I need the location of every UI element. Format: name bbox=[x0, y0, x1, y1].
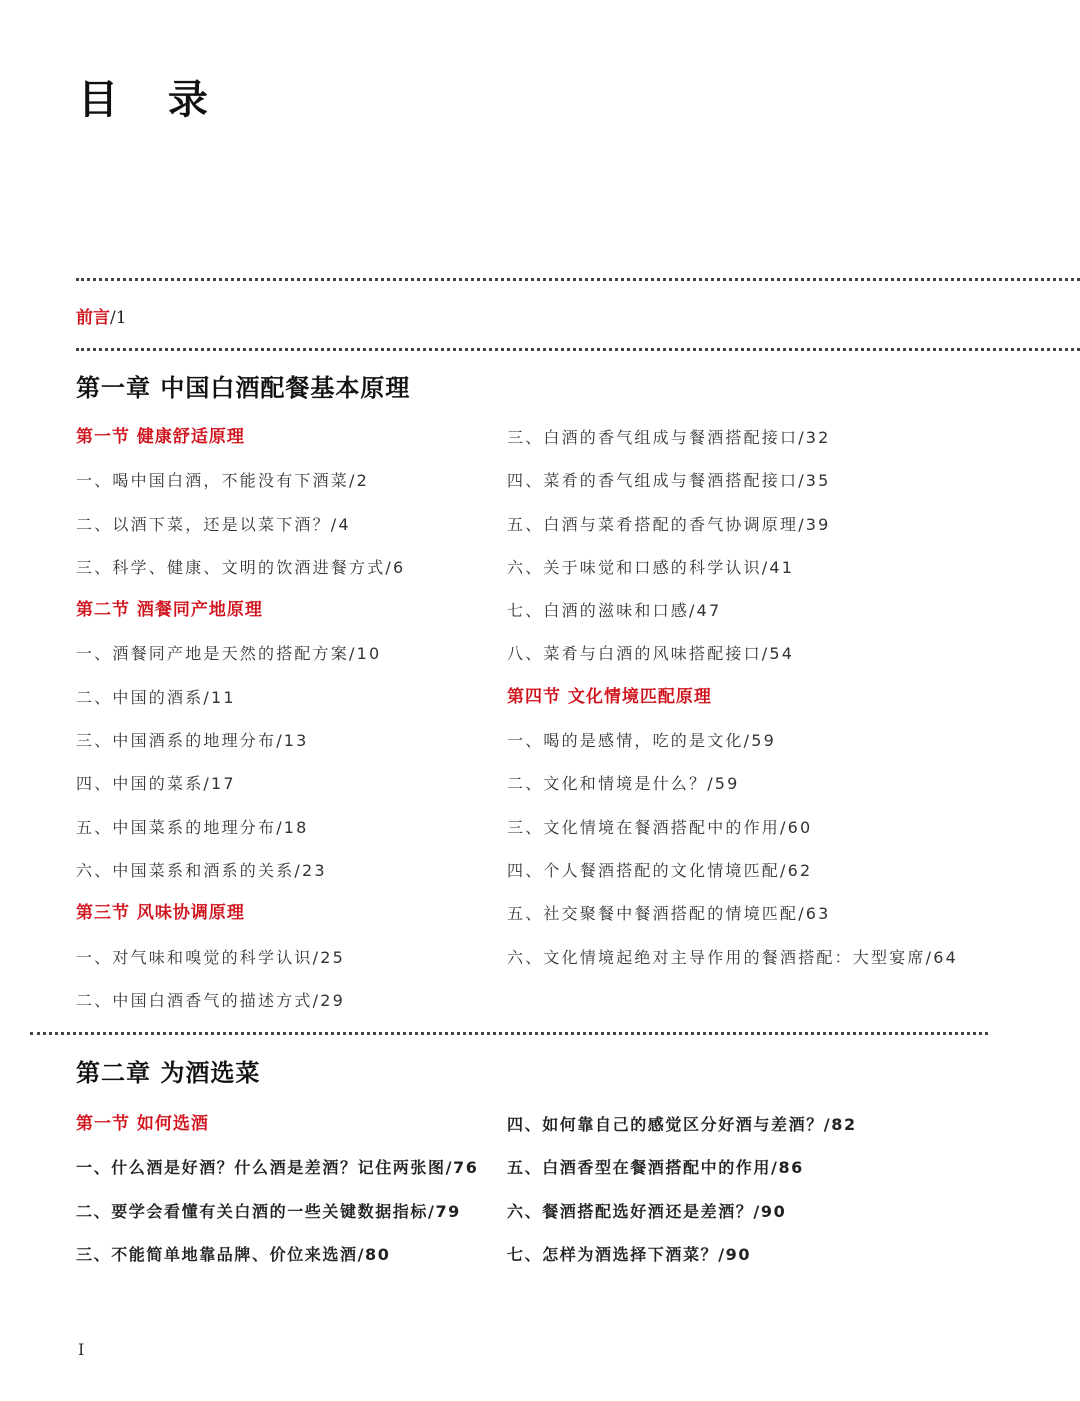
divider bbox=[76, 348, 1080, 351]
toc-entry[interactable]: 六、餐酒搭配选好酒还是差酒？/90 bbox=[507, 1201, 787, 1221]
toc-entry[interactable]: 六、关于味觉和口感的科学认识/41 bbox=[507, 557, 795, 577]
toc-entry[interactable]: 二、要学会看懂有关白酒的一些关键数据指标/79 bbox=[76, 1201, 461, 1221]
toc-entry[interactable]: 四、菜肴的香气组成与餐酒搭配接口/35 bbox=[507, 471, 831, 491]
toc-entry[interactable]: 二、中国的酒系/11 bbox=[76, 687, 236, 707]
toc-entry[interactable]: 一、酒餐同产地是天然的搭配方案/10 bbox=[76, 644, 382, 664]
divider bbox=[30, 1032, 988, 1035]
toc-entry[interactable]: 一、什么酒是好酒？什么酒是差酒？记住两张图/76 bbox=[76, 1158, 479, 1178]
page-title: 目 录 bbox=[78, 77, 226, 123]
toc-entry[interactable]: 五、白酒与菜肴搭配的香气协调原理/39 bbox=[507, 514, 831, 534]
section-heading: 第四节 文化情境匹配原理 bbox=[507, 686, 712, 707]
toc-entry[interactable]: 六、中国菜系和酒系的关系/23 bbox=[76, 860, 327, 880]
preface-page: /1 bbox=[110, 308, 127, 328]
section-heading: 第三节 风味协调原理 bbox=[76, 903, 245, 924]
toc-entry[interactable]: 三、不能简单地靠品牌、价位来选酒/80 bbox=[76, 1244, 391, 1264]
toc-entry[interactable]: 二、中国白酒香气的描述方式/29 bbox=[76, 990, 345, 1010]
toc-entry[interactable]: 五、中国菜系的地理分布/18 bbox=[76, 817, 309, 837]
toc-entry[interactable]: 二、以酒下菜，还是以菜下酒？/4 bbox=[76, 514, 351, 534]
preface-entry[interactable] bbox=[76, 303, 127, 328]
toc-entry[interactable]: 四、个人餐酒搭配的文化情境匹配/62 bbox=[507, 860, 813, 880]
chapter2-left-column bbox=[76, 1103, 566, 1276]
toc-entry[interactable]: 一、喝的是感情，吃的是文化/59 bbox=[507, 731, 776, 751]
toc-entry[interactable]: 六、文化情境起绝对主导作用的餐酒搭配：大型宴席/64 bbox=[507, 947, 958, 967]
section-heading: 第一节 健康舒适原理 bbox=[76, 427, 245, 447]
toc-entry[interactable]: 三、中国酒系的地理分布/13 bbox=[76, 731, 309, 751]
toc-entry[interactable]: 七、白酒的滋味和口感/47 bbox=[507, 601, 722, 621]
chapter-title: 第二章 为酒选菜 bbox=[76, 1059, 261, 1087]
preface-label: 前言 bbox=[76, 308, 110, 328]
section-heading: 第二节 酒餐同产地原理 bbox=[76, 600, 263, 621]
divider bbox=[76, 278, 1080, 281]
toc-entry[interactable]: 五、社交聚餐中餐酒搭配的情境匹配/63 bbox=[507, 904, 831, 924]
toc-entry[interactable]: 三、文化情境在餐酒搭配中的作用/60 bbox=[507, 817, 813, 837]
toc-entry[interactable]: 四、如何靠自己的感觉区分好酒与差酒？/82 bbox=[507, 1115, 857, 1134]
toc-entry[interactable]: 七、怎样为酒选择下酒菜？/90 bbox=[507, 1244, 752, 1264]
toc-entry[interactable]: 三、白酒的香气组成与餐酒搭配接口/32 bbox=[507, 428, 831, 447]
chapter-title: 第一章 中国白酒配餐基本原理 bbox=[76, 374, 411, 402]
toc-entry[interactable]: 一、喝中国白酒，不能没有下酒菜/2 bbox=[76, 471, 369, 491]
toc-entry[interactable]: 三、科学、健康、文明的饮酒进餐方式/6 bbox=[76, 557, 406, 577]
toc-entry[interactable]: 二、文化和情境是什么？/59 bbox=[507, 774, 740, 794]
chapter1-right-column bbox=[507, 416, 997, 979]
toc-entry[interactable]: 八、菜肴与白酒的风味搭配接口/54 bbox=[507, 644, 795, 664]
toc-entry[interactable]: 四、中国的菜系/17 bbox=[76, 774, 236, 794]
page-number: I bbox=[78, 1340, 85, 1359]
toc-entry[interactable]: 一、对气味和嗅觉的科学认识/25 bbox=[76, 947, 345, 967]
toc-entry[interactable]: 五、白酒香型在餐酒搭配中的作用/86 bbox=[507, 1158, 804, 1178]
chapter1-left-column bbox=[76, 416, 566, 1022]
chapter2-right-column bbox=[507, 1103, 997, 1276]
section-heading: 第一节 如何选酒 bbox=[76, 1114, 209, 1134]
